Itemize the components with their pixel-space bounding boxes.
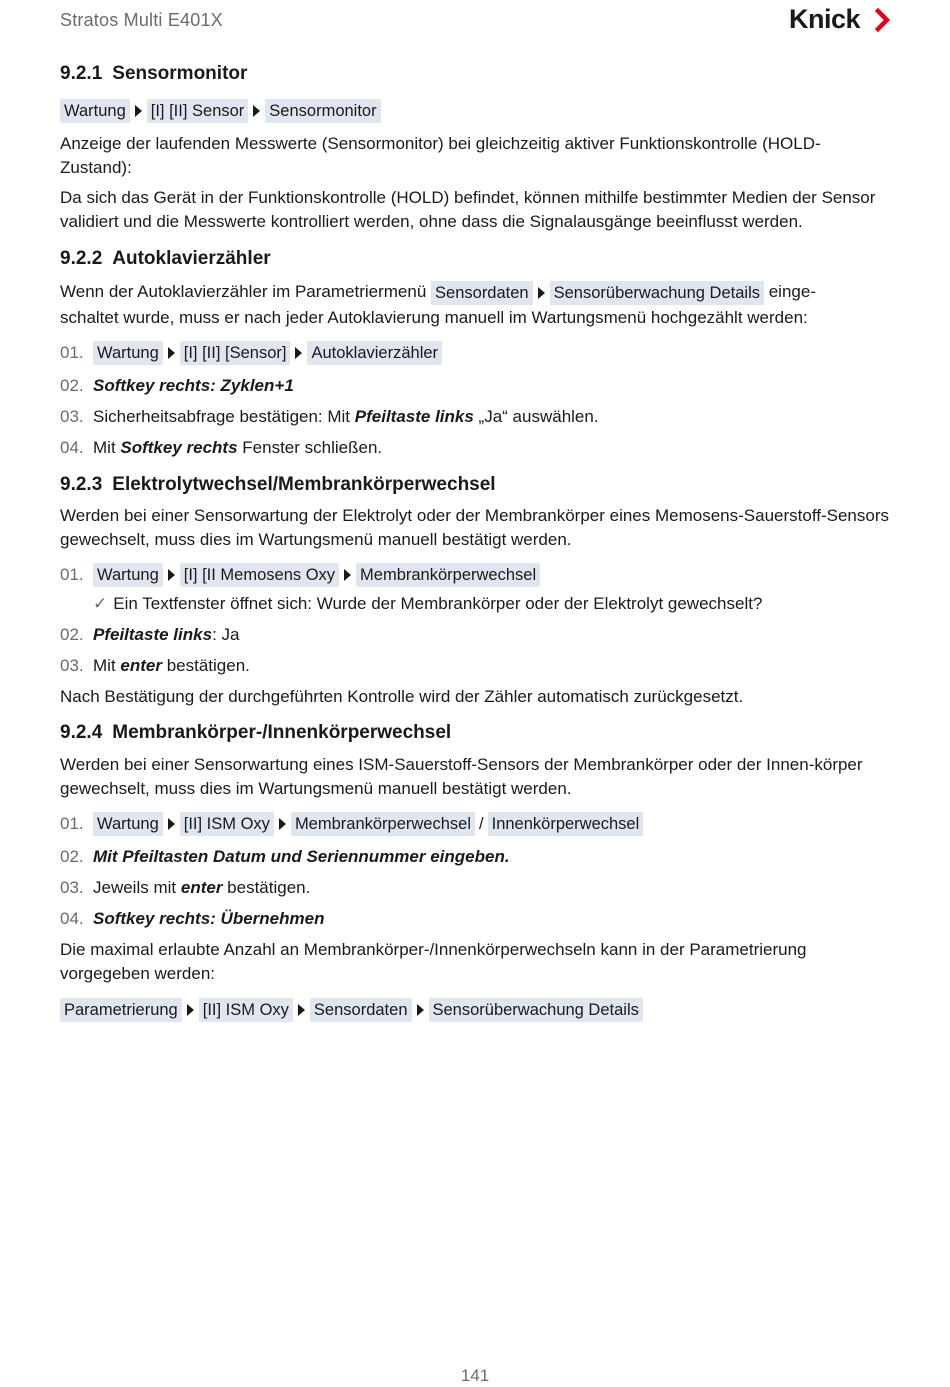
section-number: 9.2.2	[60, 248, 103, 269]
section-heading-elektrolytwechsel	[60, 474, 890, 496]
paragraph: Die maximal erlaubte Anzahl an Membrankörper-/Innenkörperwechseln kann in der Parametrierung vorgegeben werden:	[60, 940, 807, 983]
step-number: 03.	[60, 407, 84, 426]
text: Jeweils mit	[93, 878, 181, 897]
triangle-right-icon	[135, 105, 142, 117]
emphasis: Softkey rechts: Zyklen+1	[93, 376, 294, 395]
section-number: 9.2.4	[60, 722, 103, 743]
menu-path-item: Wartung	[93, 812, 163, 836]
step-number: 03.	[60, 878, 84, 897]
step-number: 04.	[60, 438, 84, 457]
section-title: Membrankörper-/Innenkörperwechsel	[112, 722, 452, 743]
section-heading-autoklavierzaehler	[60, 248, 890, 270]
text: Fenster schließen.	[237, 438, 383, 457]
menu-path	[60, 99, 890, 123]
section-title: Elektrolytwechsel/Membrankörperwechsel	[112, 474, 496, 495]
step-number: 04.	[60, 909, 84, 928]
text: bestätigen.	[161, 656, 250, 675]
text: Ein Textfenster öffnet sich: Wurde der Membrankörper oder der Elektrolyt gewechselt?	[113, 594, 763, 613]
paragraph: Werden bei einer Sensorwartung eines ISM-Sauerstoff-Sensors der Membrankörper oder der Innen-körper gewechselt, muss dies im Wartungsmenü manuell bestätigt werden.	[60, 755, 863, 798]
step	[60, 563, 890, 587]
step	[60, 907, 890, 931]
menu-path-item: [II] ISM Oxy	[180, 812, 274, 836]
step	[60, 812, 890, 836]
step-number: 02.	[60, 625, 84, 644]
menu-path-item: Wartung	[60, 99, 130, 123]
triangle-right-icon	[279, 818, 286, 830]
triangle-right-icon	[168, 569, 175, 581]
page-number: 141	[460, 1366, 490, 1385]
step	[60, 623, 890, 647]
step	[60, 654, 890, 678]
menu-path-item: [I] [II] Sensor	[147, 99, 249, 123]
triangle-right-icon	[187, 1004, 194, 1016]
section-number: 9.2.1	[60, 63, 103, 84]
text: einge-	[768, 282, 816, 301]
step-number: 02.	[60, 376, 84, 395]
menu-path-item: Membrankörperwechsel	[356, 563, 540, 587]
menu-path-item: [I] [II] [Sensor]	[180, 341, 291, 365]
triangle-right-icon	[298, 1004, 305, 1016]
separator: /	[479, 815, 484, 833]
emphasis: Mit Pfeiltasten Datum und Seriennummer eingeben.	[93, 847, 510, 866]
step-number: 03.	[60, 656, 84, 675]
chevron-right-icon	[874, 8, 892, 32]
menu-path-item: Parametrierung	[60, 998, 182, 1022]
step-number: 01.	[60, 814, 84, 833]
emphasis: Softkey rechts: Übernehmen	[93, 909, 325, 928]
text: bestätigen.	[222, 878, 311, 897]
triangle-right-icon	[295, 347, 302, 359]
triangle-right-icon	[417, 1004, 424, 1016]
step-number: 01.	[60, 565, 84, 584]
triangle-right-icon	[253, 105, 260, 117]
text: : Ja	[212, 625, 240, 644]
menu-path-item: Innenkörperwechsel	[488, 812, 644, 836]
menu-path-item: Membrankörperwechsel	[291, 812, 475, 836]
text: Mit	[93, 656, 121, 675]
menu-path-item: Sensorüberwachung Details	[429, 998, 643, 1022]
paragraph: Werden bei einer Sensorwartung der Elektrolyt oder der Membrankörper eines Memosens-Sauerstoff-Sensors gewechselt, muss dies im Wartungsmenü manuell bestätigt werden.	[60, 506, 889, 549]
emphasis: Softkey rechts	[120, 438, 238, 457]
step	[60, 876, 890, 900]
step-number: 01.	[60, 343, 84, 362]
knick-logo	[789, 4, 892, 35]
section-title: Sensormonitor	[112, 63, 248, 84]
menu-path-item: Wartung	[93, 341, 163, 365]
step	[60, 405, 890, 429]
step	[60, 436, 890, 460]
result-line	[60, 592, 890, 616]
text: Sicherheitsabfrage bestätigen: Mit	[93, 407, 355, 426]
paragraph: Da sich das Gerät in der Funktionskontrolle (HOLD) befindet, können mithilfe bestimmter Medien der Sensor validiert und die Messwerte kontrolliert werden, ohne dass die Signalausgänge beeinflusst werden.	[60, 188, 876, 231]
emphasis: enter	[180, 878, 223, 897]
triangle-right-icon	[344, 569, 351, 581]
menu-path-item: Sensormonitor	[265, 99, 380, 123]
menu-path-item: Autoklavierzähler	[307, 341, 442, 365]
logo-text: Knick	[788, 4, 860, 34]
text: Mit	[93, 438, 121, 457]
paragraph	[60, 279, 890, 331]
emphasis: enter	[120, 656, 162, 675]
check-icon: ✓	[93, 594, 108, 613]
menu-path-item: Sensordaten	[310, 998, 412, 1022]
emphasis: Pfeiltaste links	[354, 407, 474, 426]
section-number: 9.2.3	[60, 474, 103, 495]
menu-path-item: Wartung	[93, 563, 163, 587]
triangle-right-icon	[538, 287, 545, 299]
step-number: 02.	[60, 847, 84, 866]
triangle-right-icon	[168, 818, 175, 830]
section-title: Autoklavierzähler	[112, 248, 271, 269]
header-title: Stratos Multi E401X	[60, 10, 223, 30]
step	[60, 341, 890, 365]
menu-path	[60, 998, 890, 1022]
menu-path-item: Sensordaten	[431, 281, 533, 305]
paragraph: Nach Bestätigung der durchgeführten Kontrolle wird der Zähler automatisch zurückgesetzt.	[60, 687, 744, 706]
menu-path	[431, 281, 764, 305]
menu-path-item: [I] [II Memosens Oxy	[180, 563, 339, 587]
menu-path-item: Sensorüberwachung Details	[550, 281, 764, 305]
section-heading-sensormonitor	[60, 63, 890, 85]
text: Wenn der Autoklavierzähler im Parametriermenü	[60, 282, 427, 301]
step	[60, 374, 890, 398]
step	[60, 845, 890, 869]
menu-path-item: [II] ISM Oxy	[199, 998, 293, 1022]
page-content	[60, 60, 890, 1022]
paragraph: Anzeige der laufenden Messwerte (Sensormonitor) bei gleichzeitig aktiver Funktionskontrolle (HOLD-Zustand):	[60, 134, 821, 177]
text: schaltet wurde, muss er nach jeder Autoklavierung manuell im Wartungsmenü hochgezählt werden:	[60, 308, 808, 327]
triangle-right-icon	[168, 347, 175, 359]
emphasis: Pfeiltaste links	[93, 625, 213, 644]
section-heading-membrankoerperwechsel	[60, 722, 890, 744]
text: „Ja“ auswählen.	[473, 407, 599, 426]
